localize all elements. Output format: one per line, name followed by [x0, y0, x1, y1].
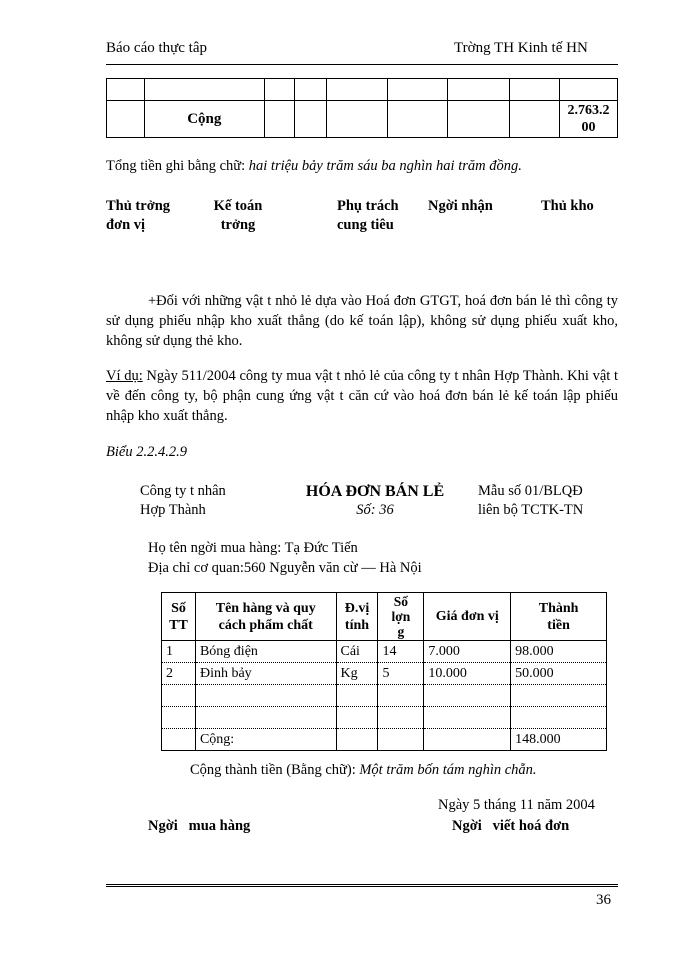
- invoice-table: [161, 592, 607, 751]
- invoice-title-block: [290, 482, 460, 520]
- cell: [162, 729, 196, 751]
- col-header-item: Tên hàng và quy cách phẩm chất: [195, 593, 336, 641]
- invoice-number: Số: 36: [356, 502, 394, 518]
- writer-signature: Ngời viết hoá đơn: [452, 818, 570, 834]
- signature-label: Ngời nhận: [428, 198, 493, 214]
- invoice-total-value: 148.000: [511, 729, 607, 751]
- buyer-info: [148, 538, 422, 578]
- cell: Bóng điện: [195, 641, 336, 663]
- cell: [424, 729, 511, 751]
- signature-chief-accountant: [207, 197, 269, 235]
- amount-in-words-label: Tổng tiền ghi bằng chữ:: [106, 158, 246, 174]
- invoice-total-row: [162, 729, 607, 751]
- cell: 50.000: [511, 663, 607, 685]
- table-row: [107, 101, 618, 138]
- cell: [511, 685, 607, 707]
- table-row: [162, 663, 607, 685]
- col-header-price: Giá đơn vị: [424, 593, 511, 641]
- cell: [378, 729, 424, 751]
- signature-label: đơn vị: [106, 217, 146, 233]
- signature-storekeeper: [541, 197, 594, 216]
- summary-table: [106, 78, 618, 138]
- cell: [378, 685, 424, 707]
- signature-label: Thủ trởng: [106, 198, 171, 214]
- col-header-unit: Đ.vị tính: [336, 593, 378, 641]
- seller-name: Công ty t nhân: [140, 483, 226, 499]
- invoice-date: Ngày 5 tháng 11 năm 2004: [438, 797, 595, 813]
- summary-total-label: Cộng: [144, 101, 264, 138]
- table-row: [162, 707, 607, 729]
- signature-label: Thủ kho: [541, 198, 594, 214]
- buyer-signature: Ngời mua hàng: [148, 818, 251, 834]
- signature-label: cung tiêu: [337, 217, 394, 233]
- amount-in-words: [106, 158, 522, 175]
- buyer-address: Địa chỉ cơ quan:560 Nguyễn văn cừ — Hà Nội: [148, 560, 422, 576]
- invoice-seller: [140, 482, 226, 520]
- table-row: [107, 79, 618, 101]
- cell: 14: [378, 641, 424, 663]
- amount-in-words-value: hai triệu bảy trăm sáu ba nghìn hai trăm đồng.: [248, 158, 522, 174]
- seller-name-2: Hợp Thành: [140, 502, 206, 518]
- col-header-qty: Số lợn g: [378, 593, 424, 641]
- example-text: Ngày 511/2004 công ty mua vật t nhỏ lẻ của công ty t nhân Hợp Thành. Khi vật t về đến công ty, bộ phận cung ứng vật t căn cứ vào hoá đơn bán lẻ kế toán lập phiếu nhập kho xuất thẳng.: [106, 368, 619, 424]
- cell: [195, 685, 336, 707]
- cell: 7.000: [424, 641, 511, 663]
- table-row: [162, 685, 607, 707]
- footer-rule: [106, 884, 618, 887]
- table-row: [162, 641, 607, 663]
- cell: [336, 729, 378, 751]
- header-right: Trờng TH Kinh tế HN: [454, 40, 588, 56]
- figure-label: Biểu 2.2.4.2.9: [106, 444, 187, 460]
- invoice-header-row: [162, 593, 607, 641]
- header-rule: [106, 64, 618, 65]
- buyer-name: Họ tên ngời mua hàng: Tạ Đức Tiến: [148, 540, 358, 556]
- invoice-total-label: Cộng:: [195, 729, 336, 751]
- page-number: 36: [596, 892, 611, 908]
- form-code: Mẫu số 01/BLQĐ: [478, 483, 583, 499]
- cell: [336, 685, 378, 707]
- signature-supply-officer: [337, 197, 399, 235]
- cell: [195, 707, 336, 729]
- signature-label: Kế toán: [213, 198, 263, 214]
- cell: [424, 707, 511, 729]
- col-header-no: Số TT: [162, 593, 196, 641]
- cell: [378, 707, 424, 729]
- cell: [511, 707, 607, 729]
- paragraph-example: [106, 366, 618, 426]
- header-left: Báo cáo thực tâp: [106, 40, 208, 56]
- cell: [424, 685, 511, 707]
- form-issuer: liên bộ TCTK-TN: [478, 502, 584, 518]
- cell: Đinh bảy: [195, 663, 336, 685]
- invoice-words-value: Một trăm bốn tám nghìn chẵn.: [355, 762, 537, 778]
- summary-total-value: 2.763.2 00: [559, 101, 617, 138]
- signature-label: trởng: [220, 217, 256, 233]
- example-label: Ví dụ:: [106, 368, 143, 384]
- invoice-title: HÓA ĐƠN BÁN LẺ: [305, 483, 445, 500]
- invoice-amount-words: [190, 762, 537, 779]
- invoice-words-label: Cộng thành tiền (Bằng chữ):: [190, 762, 356, 778]
- signature-receiver: [428, 197, 493, 216]
- cell: 98.000: [511, 641, 607, 663]
- paragraph-retail-items: +Đối với những vật t nhỏ lẻ dựa vào Hoá đơn GTGT, hoá đơn bán lẻ thì công ty sử dụng phiếu nhập kho xuất thẳng (do kế toán lập), không sử dụng phiếu xuất kho, không sử dụng thẻ kho.: [106, 293, 618, 349]
- signature-head-of-unit: [106, 197, 170, 235]
- cell: [336, 707, 378, 729]
- cell: [162, 685, 196, 707]
- cell: 1: [162, 641, 196, 663]
- cell: [162, 707, 196, 729]
- cell: 10.000: [424, 663, 511, 685]
- signature-label: Phụ trách: [337, 198, 399, 214]
- cell: Kg: [336, 663, 378, 685]
- cell: Cái: [336, 641, 378, 663]
- col-header-amount: Thành tiền: [511, 593, 607, 641]
- cell: 5: [378, 663, 424, 685]
- cell: 2: [162, 663, 196, 685]
- invoice-form-code: [478, 482, 583, 520]
